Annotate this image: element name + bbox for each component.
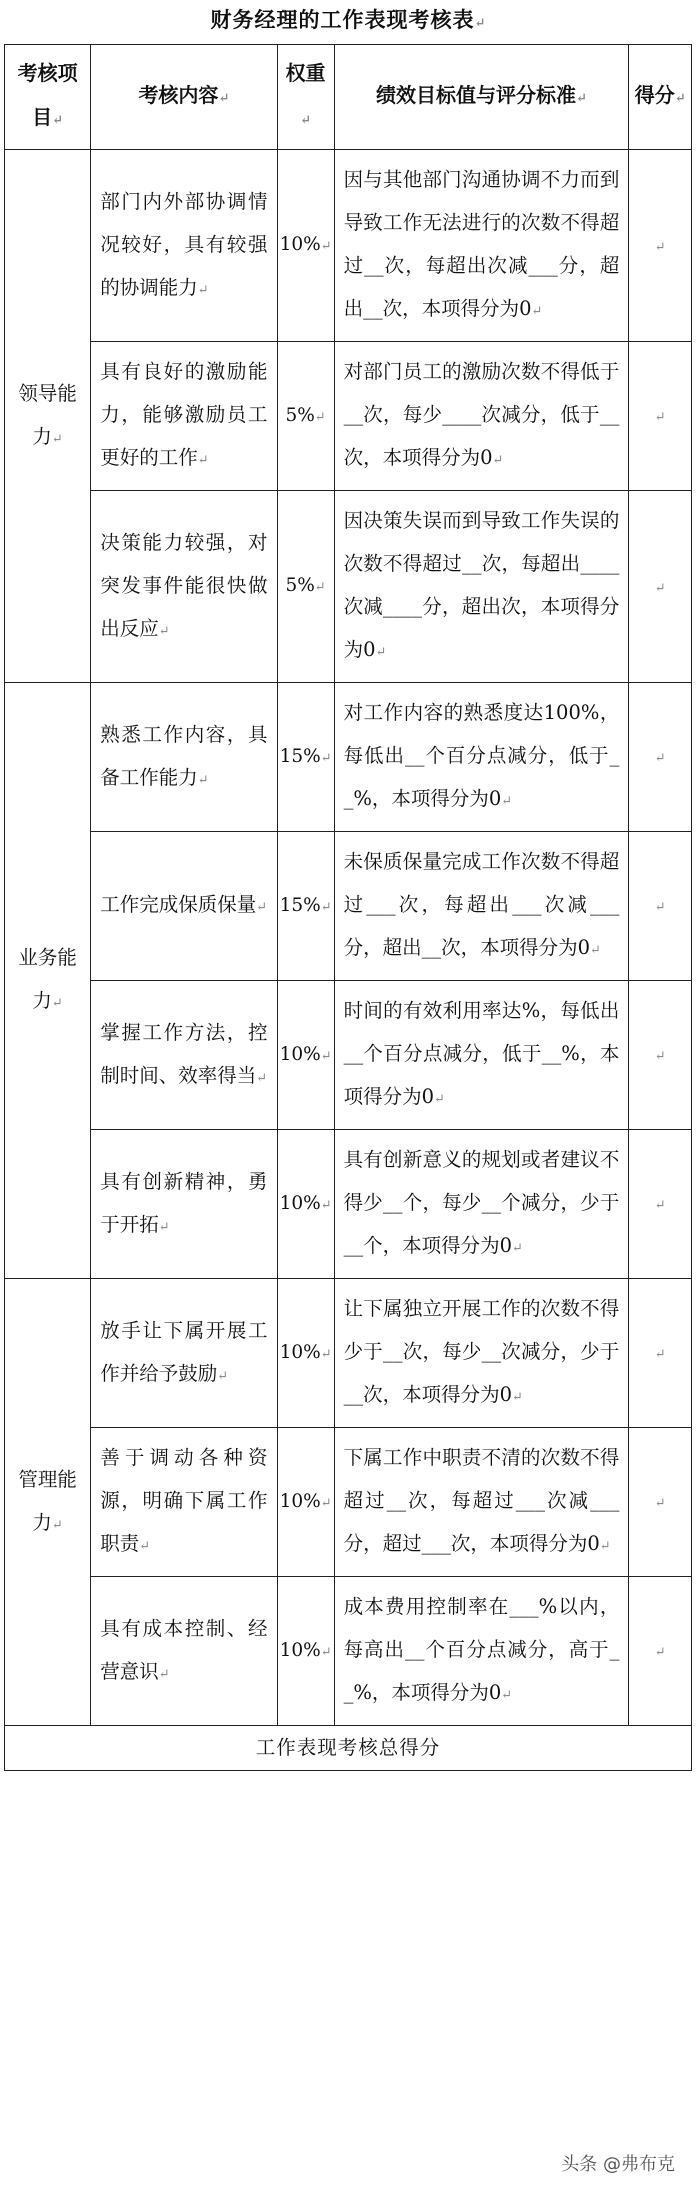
content-cell: 部门内外部协调情况较好，具有较强的协调能力↵ bbox=[91, 150, 277, 342]
standard-cell: 让下属独立开展工作的次数不得少于__次，每少__次减分，少于__次，本项得分为0↵ bbox=[334, 1279, 629, 1428]
header-weight: 权重↵ bbox=[277, 45, 334, 150]
standard-cell: 因与其他部门沟通协调不力而到导致工作无法进行的次数不得超过__次，每超出次减___分，超出__次，本项得分为0↵ bbox=[334, 150, 629, 342]
content-cell: 具有创新精神，勇于开拓↵ bbox=[91, 1130, 277, 1279]
table-row bbox=[5, 981, 692, 1130]
table-row bbox=[5, 1428, 692, 1577]
header-standard: 绩效目标值与评分标准↵ bbox=[334, 45, 629, 150]
content-cell: 工作完成保质保量↵ bbox=[91, 832, 277, 981]
standard-cell: 未保质保量完成工作次数不得超过___次，每超出___次减___分，超出__次，本项得分为0↵ bbox=[334, 832, 629, 981]
weight-cell: 5%↵ bbox=[277, 342, 334, 491]
weight-cell: 10%↵ bbox=[277, 150, 334, 342]
content-cell: 具有成本控制、经营意识↵ bbox=[91, 1577, 277, 1726]
weight-cell: 10%↵ bbox=[277, 981, 334, 1130]
document-title: 财务经理的工作表现考核表↵ bbox=[210, 7, 487, 32]
score-cell[interactable]: ↵ bbox=[629, 150, 692, 342]
header-row bbox=[5, 45, 692, 150]
table-row bbox=[5, 1279, 692, 1428]
score-cell[interactable]: ↵ bbox=[629, 981, 692, 1130]
table-row bbox=[5, 683, 692, 832]
score-cell[interactable]: ↵ bbox=[629, 1130, 692, 1279]
standard-cell: 因决策失误而到导致工作失误的次数不得超过__次，每超出____次减____分，超出次，本项得分为0↵ bbox=[334, 491, 629, 683]
standard-cell: 具有创新意义的规划或者建议不得少__个，每少__个减分，少于__个，本项得分为0↵ bbox=[334, 1130, 629, 1279]
category-cell: 领导能力↵ bbox=[5, 150, 91, 683]
content-cell: 决策能力较强，对突发事件能很快做出反应↵ bbox=[91, 491, 277, 683]
weight-cell: 10%↵ bbox=[277, 1130, 334, 1279]
content-cell: 善于调动各种资源，明确下属工作职责↵ bbox=[91, 1428, 277, 1577]
weight-cell: 5%↵ bbox=[277, 491, 334, 683]
total-row bbox=[5, 1726, 692, 1771]
header-category: 考核项目↵ bbox=[5, 45, 91, 150]
weight-cell: 15%↵ bbox=[277, 683, 334, 832]
score-cell[interactable]: ↵ bbox=[629, 491, 692, 683]
table-row bbox=[5, 832, 692, 981]
category-cell: 业务能力↵ bbox=[5, 683, 91, 1279]
assessment-table bbox=[4, 44, 692, 1771]
header-score: 得分↵ bbox=[629, 45, 692, 150]
table-row bbox=[5, 342, 692, 491]
table-row bbox=[5, 1130, 692, 1279]
weight-cell: 10%↵ bbox=[277, 1279, 334, 1428]
watermark: 头条 @弗布克 bbox=[561, 2154, 675, 2175]
weight-cell: 10%↵ bbox=[277, 1428, 334, 1577]
score-cell[interactable]: ↵ bbox=[629, 832, 692, 981]
category-cell: 管理能力↵ bbox=[5, 1279, 91, 1726]
score-cell[interactable]: ↵ bbox=[629, 342, 692, 491]
table-row bbox=[5, 491, 692, 683]
standard-cell: 下属工作中职责不清的次数不得超过__次，每超过___次减___分，超过___次，本项得分为0↵ bbox=[334, 1428, 629, 1577]
content-cell: 掌握工作方法，控制时间、效率得当↵ bbox=[91, 981, 277, 1130]
standard-cell: 成本费用控制率在___%以内，每高出__个百分点减分，高于__%，本项得分为0↵ bbox=[334, 1577, 629, 1726]
score-cell[interactable]: ↵ bbox=[629, 1279, 692, 1428]
content-cell: 放手让下属开展工作并给予鼓励↵ bbox=[91, 1279, 277, 1428]
standard-cell: 对工作内容的熟悉度达100%，每低出__个百分点减分，低于__%，本项得分为0↵ bbox=[334, 683, 629, 832]
content-cell: 熟悉工作内容，具备工作能力↵ bbox=[91, 683, 277, 832]
score-cell[interactable]: ↵ bbox=[629, 1577, 692, 1726]
score-cell[interactable]: ↵ bbox=[629, 1428, 692, 1577]
standard-cell: 对部门员工的激励次数不得低于__次，每少____次减分，低于__次，本项得分为0↵ bbox=[334, 342, 629, 491]
standard-cell: 时间的有效利用率达%，每低出__个百分点减分，低于__%，本项得分为0↵ bbox=[334, 981, 629, 1130]
table-row bbox=[5, 150, 692, 342]
header-content: 考核内容↵ bbox=[91, 45, 277, 150]
weight-cell: 10%↵ bbox=[277, 1577, 334, 1726]
weight-cell: 15%↵ bbox=[277, 832, 334, 981]
table-row bbox=[5, 1577, 692, 1726]
score-cell[interactable]: ↵ bbox=[629, 683, 692, 832]
total-score-label: 工作表现考核总得分 bbox=[5, 1726, 692, 1771]
content-cell: 具有良好的激励能力，能够激励员工更好的工作↵ bbox=[91, 342, 277, 491]
